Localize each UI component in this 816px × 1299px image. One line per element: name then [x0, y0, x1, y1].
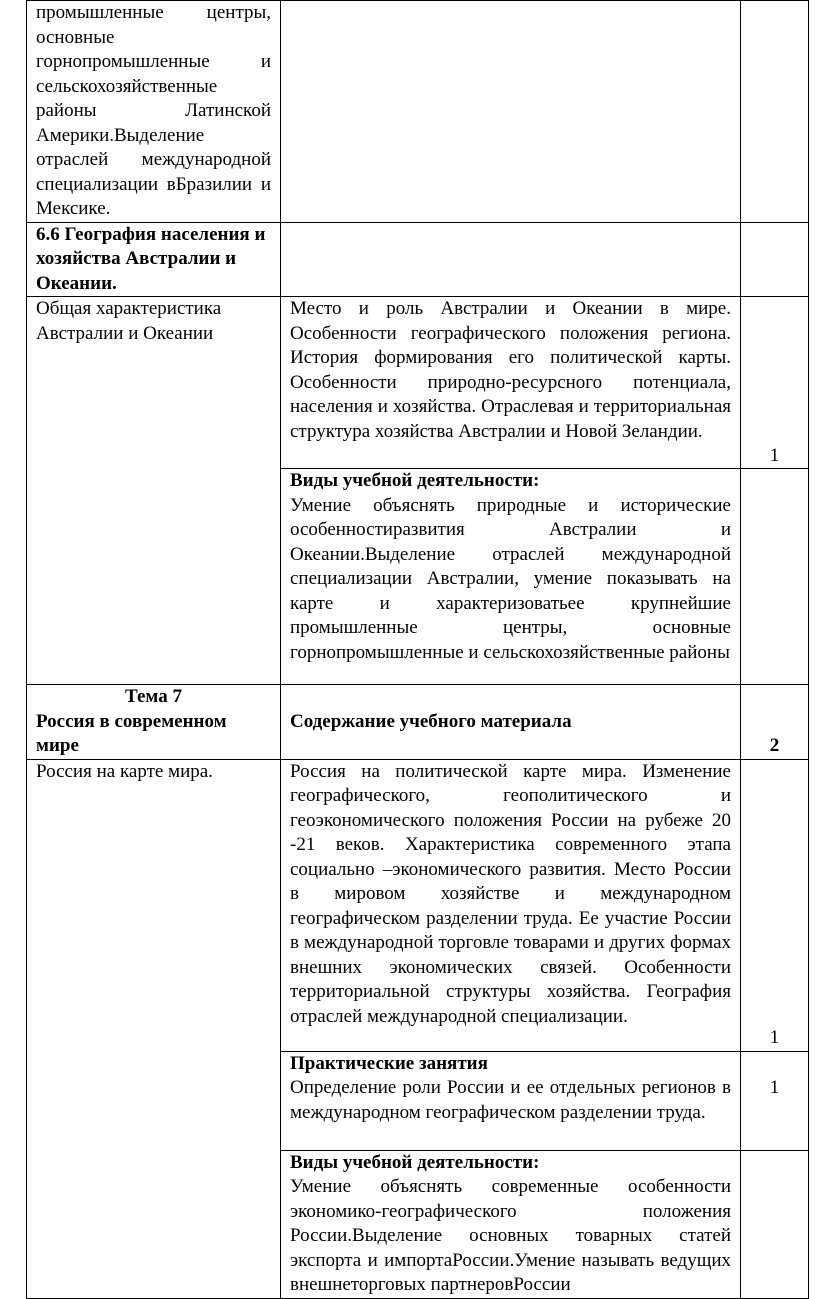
- section-heading: 6.6 География населения и хозяйства Австралии и Океании.: [27, 222, 281, 297]
- hours-cell: [741, 469, 809, 685]
- practice-text: Определение роли России и ее отдельных регионов в международном географическом разделении труда.: [290, 1077, 731, 1123]
- topic-cell: Общая характеристика Австралии и Океании: [27, 297, 281, 685]
- content-heading: Содержание учебного материала: [281, 685, 741, 760]
- theme-title: Россия в современном мире: [36, 710, 227, 756]
- practice-heading: Практические занятия: [290, 1052, 488, 1074]
- table-row: [27, 685, 809, 760]
- content-cell: Место и роль Австралии и Океании в мире. Особенности географического положения региона. История формирования его политической карты. Особенности природно-ресурсного потенциала, населения и хозяйства. Отраслевая и территориальная структура хозяйства Австралии и Новой Зеландии.: [281, 297, 741, 469]
- hours-cell: 1: [741, 759, 809, 1051]
- content-cell: Россия на политической карте мира. Изменение географического, геополитического и геоэкономического положения России на рубеже 20 -21 веков. Характеристика современного этапа социально –экономического развития. Место России в мировом хозяйстве и международном географическом разделении труда. Ее участие России в международной торговле товарами и других формах внешних экономических связей. Особенности территориальной структуры хозяйства. География отраслей международной специализации.: [281, 759, 741, 1051]
- table-row: [27, 222, 809, 297]
- topic-cell: промышленные центры, основные горнопромышленные и сельскохозяйственные районы Латинской Америки.Выделение отраслей международной специализации вБразилии и Мексике.: [27, 1, 281, 223]
- practice-cell: [281, 1051, 741, 1150]
- activities-cell: [281, 469, 741, 685]
- hours-cell: 1: [741, 297, 809, 469]
- table-row: [27, 1, 809, 223]
- hours-cell: 2: [741, 685, 809, 760]
- theme-number: Тема 7: [125, 686, 182, 707]
- activities-heading: Виды учебной деятельности:: [290, 470, 540, 491]
- content-cell: [281, 222, 741, 297]
- content-cell: [281, 1, 741, 223]
- hours-cell: [741, 1150, 809, 1298]
- theme-cell: [27, 685, 281, 760]
- table-row: [27, 759, 809, 1051]
- activities-heading: Виды учебной деятельности:: [290, 1151, 540, 1173]
- curriculum-table: [26, 0, 809, 1299]
- activities-cell: [281, 1150, 741, 1298]
- table-row: [27, 297, 809, 469]
- hours-cell: 1: [741, 1051, 809, 1150]
- activities-text: Умение объяснять современные особенности экономико-географического положения России.Выделение основных товарных статей экспорта и импортаРоссии.Умение называть ведущих внешнеторговых партнеровРоссии: [290, 1176, 731, 1295]
- activities-text: Умение объяснять природные и исторические особенностиразвития Австралии и Океании.Выделение отраслей международной специализации Австралии, умение показывать на карте и характеризоватьее крупнейшие промышленные центры, основные горнопромышленные и сельскохозяйственные районы: [290, 494, 731, 663]
- hours-cell: [741, 1, 809, 223]
- topic-cell: Россия на карте мира.: [27, 759, 281, 1298]
- hours-cell: [741, 222, 809, 297]
